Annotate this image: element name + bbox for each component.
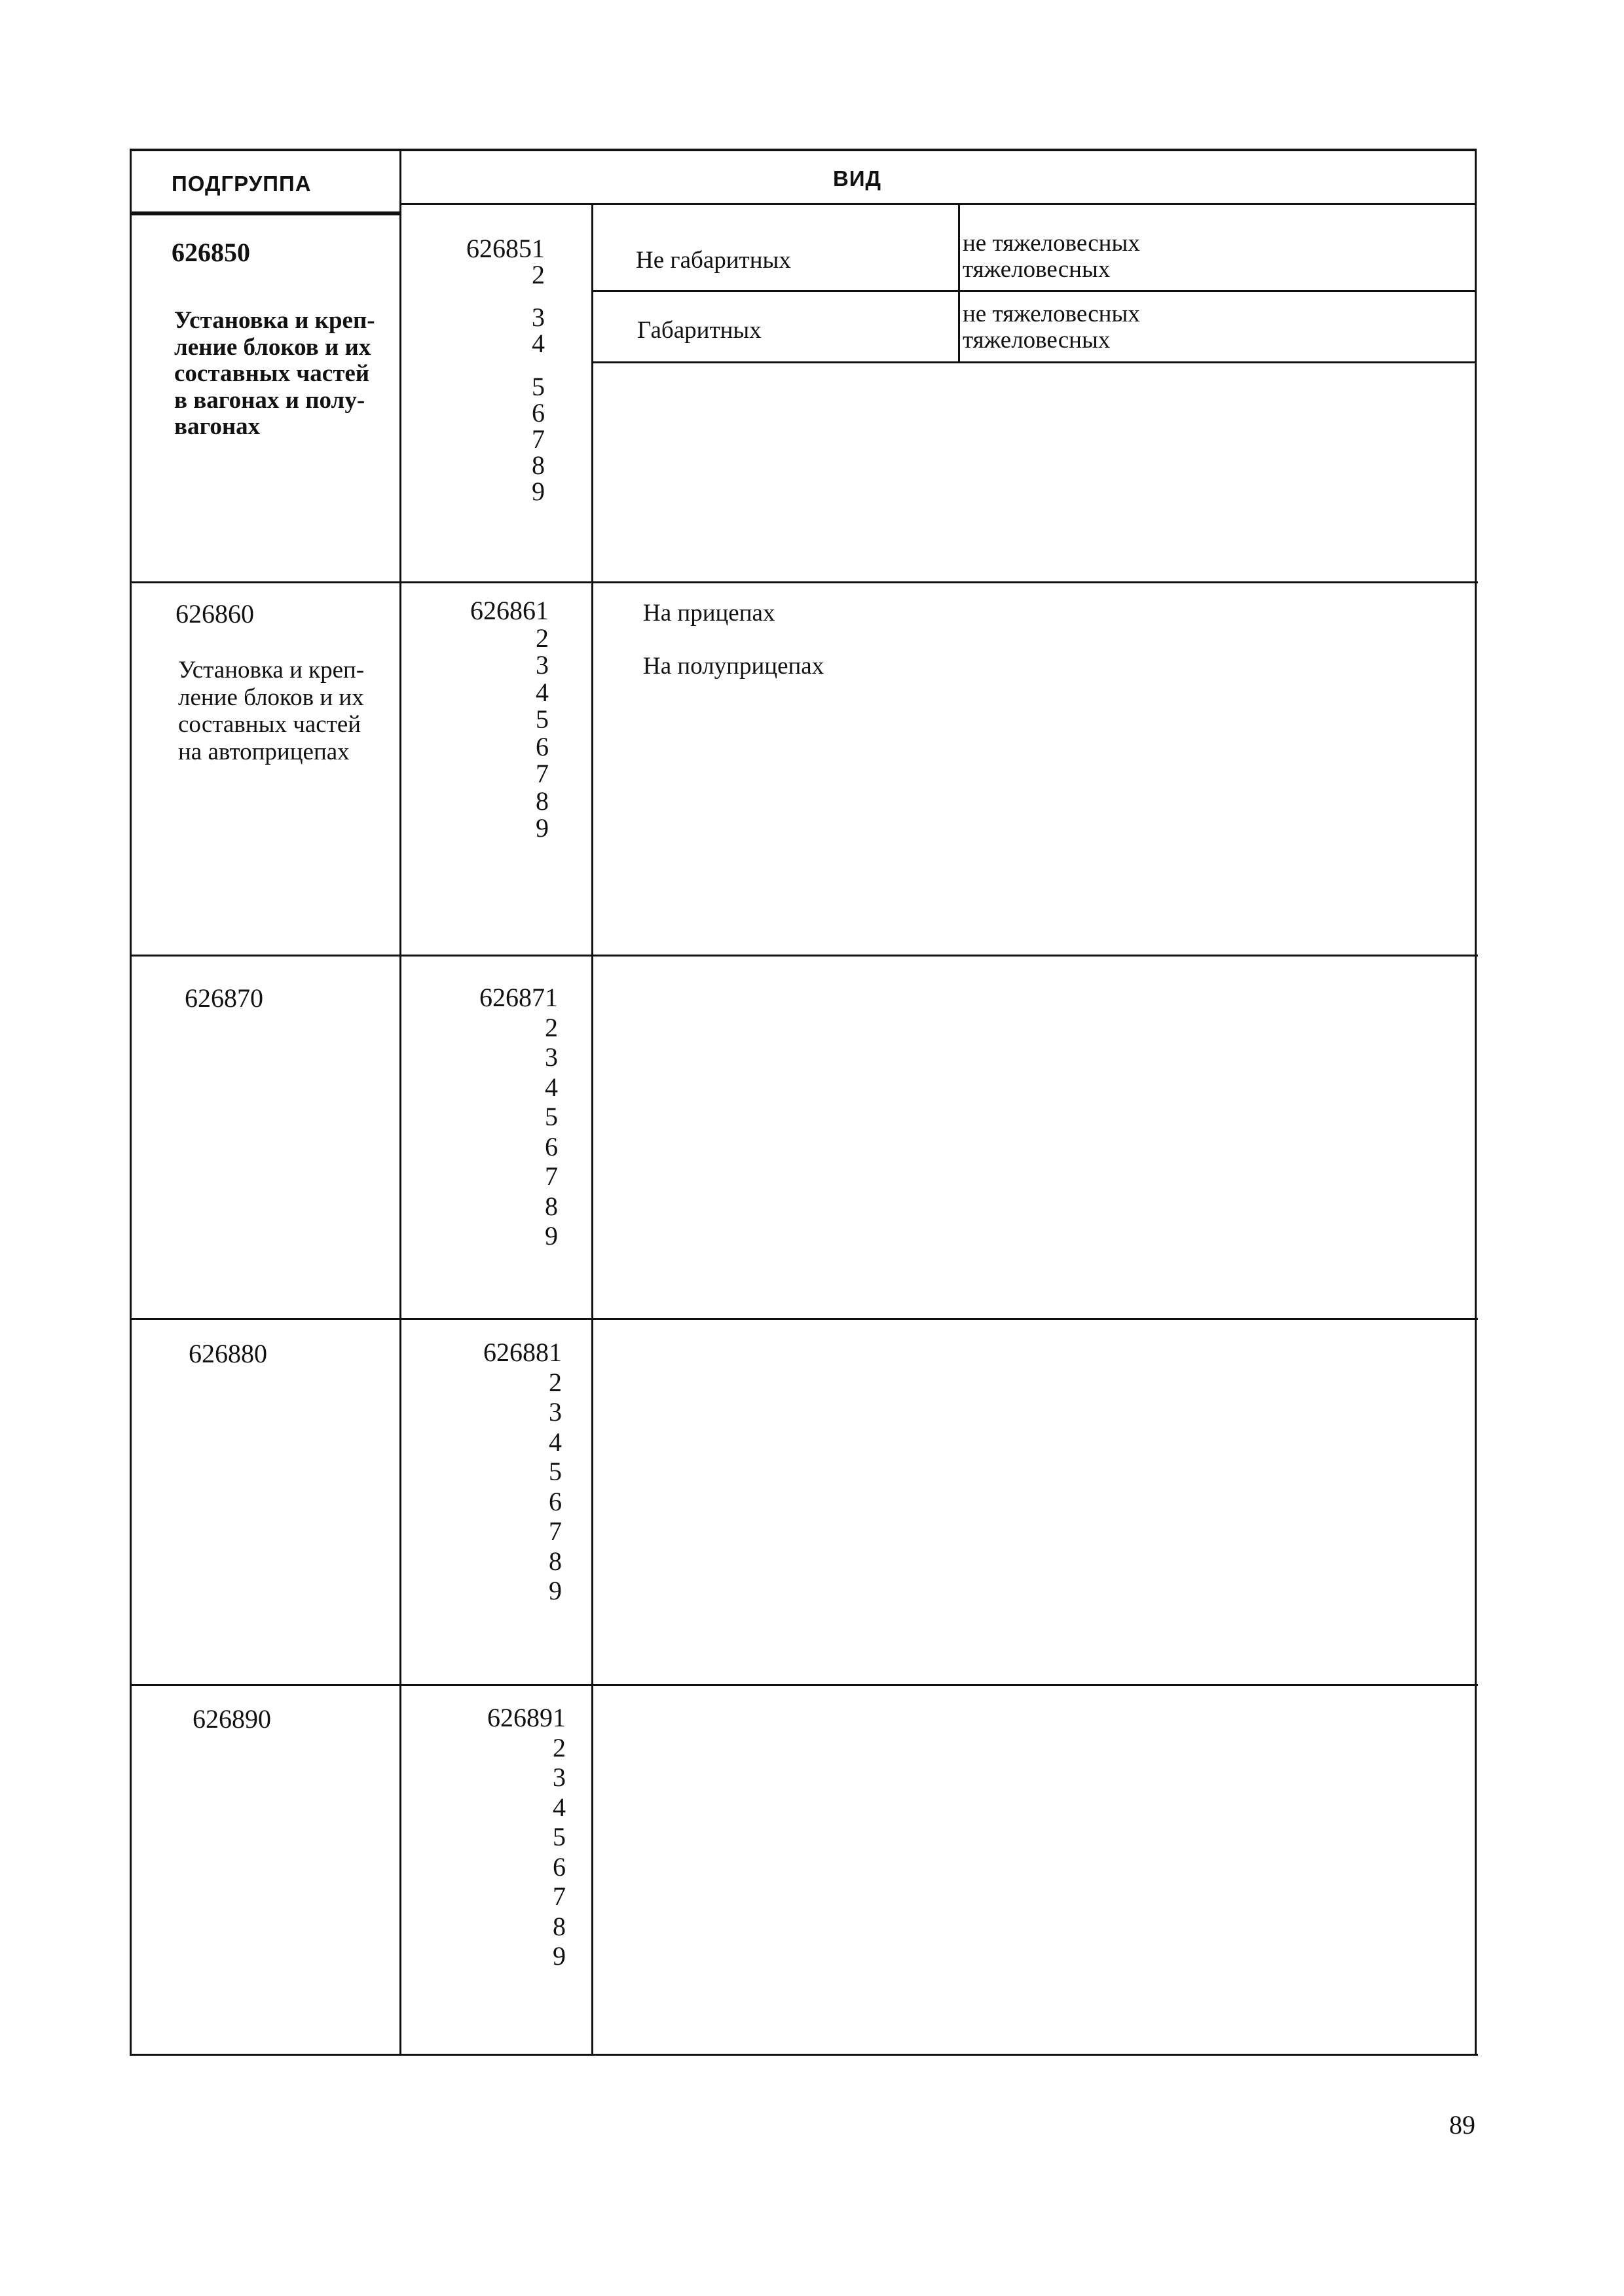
type-header-bottom-border xyxy=(399,203,1477,205)
number-item: 5 xyxy=(536,704,549,734)
page-number: 89 xyxy=(1449,2110,1475,2140)
subgroup-description: Установка и креп- ление блоков и их составных частей на автоприцепах xyxy=(178,657,365,765)
number-item: 3 xyxy=(553,1762,566,1792)
number-item: 3 xyxy=(545,1042,558,1072)
subgroup-code: 626880 xyxy=(189,1339,267,1368)
subtype-item: не тяжеловесных xyxy=(963,301,1140,327)
subgroup-header: ПОДГРУППА xyxy=(172,172,312,196)
number-item: 2 xyxy=(536,623,549,653)
row-divider-4 xyxy=(130,1684,1478,1686)
subtype-item: тяжеловесных xyxy=(963,256,1111,283)
subgroup-code: 626870 xyxy=(185,983,263,1013)
type-name: На полуприцепах xyxy=(643,653,824,680)
subtype-column-border xyxy=(958,203,960,363)
number-item: 6 xyxy=(532,398,545,428)
number-item: 6 xyxy=(549,1486,562,1516)
number-item: 5 xyxy=(553,1822,566,1851)
subtype-item: не тяжеловесных xyxy=(963,230,1140,257)
number-item: 4 xyxy=(545,1072,558,1102)
number-column-border xyxy=(591,203,593,2056)
number-item: 5 xyxy=(549,1457,562,1486)
number-item: 6 xyxy=(536,731,549,761)
number-item: 6 xyxy=(553,1851,566,1882)
number-item: 8 xyxy=(553,1911,566,1941)
number-item: 9 xyxy=(545,1221,558,1250)
number-item: 7 xyxy=(532,424,545,454)
number-item: 5 xyxy=(545,1102,558,1131)
number-item: 2 xyxy=(553,1732,566,1762)
type-row-divider-2 xyxy=(593,361,1477,363)
number-item: 4 xyxy=(536,677,549,707)
subgroup-column-border xyxy=(399,149,401,2056)
subgroup-description: Установка и креп- ление блоков и их составных частей в вагонах и полу- вагонах xyxy=(174,307,375,440)
number-item: 2 xyxy=(532,260,545,289)
number-item: 3 xyxy=(549,1397,562,1427)
number-item: 626851 xyxy=(466,234,545,263)
type-name: Не габаритных xyxy=(636,247,791,274)
number-list xyxy=(454,236,545,505)
number-list xyxy=(469,1338,562,1606)
subtype-list xyxy=(963,230,1140,283)
number-item: 9 xyxy=(549,1576,562,1605)
table-right-border xyxy=(1475,149,1477,2056)
table-bottom-border xyxy=(130,2054,1478,2056)
number-list xyxy=(458,597,549,842)
number-list xyxy=(473,1703,566,1971)
type-name: Габаритных xyxy=(637,317,762,344)
type-name: На прицепах xyxy=(643,600,775,627)
number-item: 626891 xyxy=(487,1703,566,1732)
number-item: 8 xyxy=(536,786,549,816)
number-item: 4 xyxy=(553,1792,566,1822)
row-divider-3 xyxy=(130,1318,1478,1320)
number-item: 626881 xyxy=(483,1338,562,1367)
number-list xyxy=(465,983,558,1251)
number-item: 626861 xyxy=(470,596,549,625)
number-item: 9 xyxy=(553,1941,566,1971)
subtype-item: тяжеловесных xyxy=(963,327,1111,354)
number-item: 4 xyxy=(549,1427,562,1457)
number-item: 7 xyxy=(549,1516,562,1546)
number-item: 7 xyxy=(536,759,549,788)
subgroup-header-bottom-border xyxy=(130,211,401,215)
number-item: 3 xyxy=(536,650,549,680)
type-row-divider-1 xyxy=(593,290,1477,292)
number-item: 4 xyxy=(532,329,545,358)
number-item: 7 xyxy=(553,1882,566,1911)
number-item: 8 xyxy=(549,1546,562,1576)
number-item: 9 xyxy=(532,477,545,506)
subgroup-code: 626850 xyxy=(172,238,250,267)
subgroup-code: 626860 xyxy=(175,599,254,629)
table-left-border xyxy=(130,149,132,2056)
table-top-border xyxy=(130,149,1477,151)
row-divider-1 xyxy=(130,581,1478,583)
number-item: 9 xyxy=(536,813,549,843)
number-item: 7 xyxy=(545,1161,558,1191)
row-divider-2 xyxy=(130,955,1478,957)
subtype-list xyxy=(963,301,1140,354)
number-item: 2 xyxy=(545,1012,558,1042)
number-item: 5 xyxy=(532,372,545,401)
number-item: 2 xyxy=(549,1367,562,1397)
number-item: 8 xyxy=(545,1191,558,1221)
subgroup-code: 626890 xyxy=(193,1704,271,1734)
type-header: ВИД xyxy=(833,166,882,191)
number-item: 8 xyxy=(532,450,545,480)
number-item: 6 xyxy=(545,1131,558,1161)
number-item: 3 xyxy=(532,302,545,332)
number-item: 626871 xyxy=(479,983,558,1012)
